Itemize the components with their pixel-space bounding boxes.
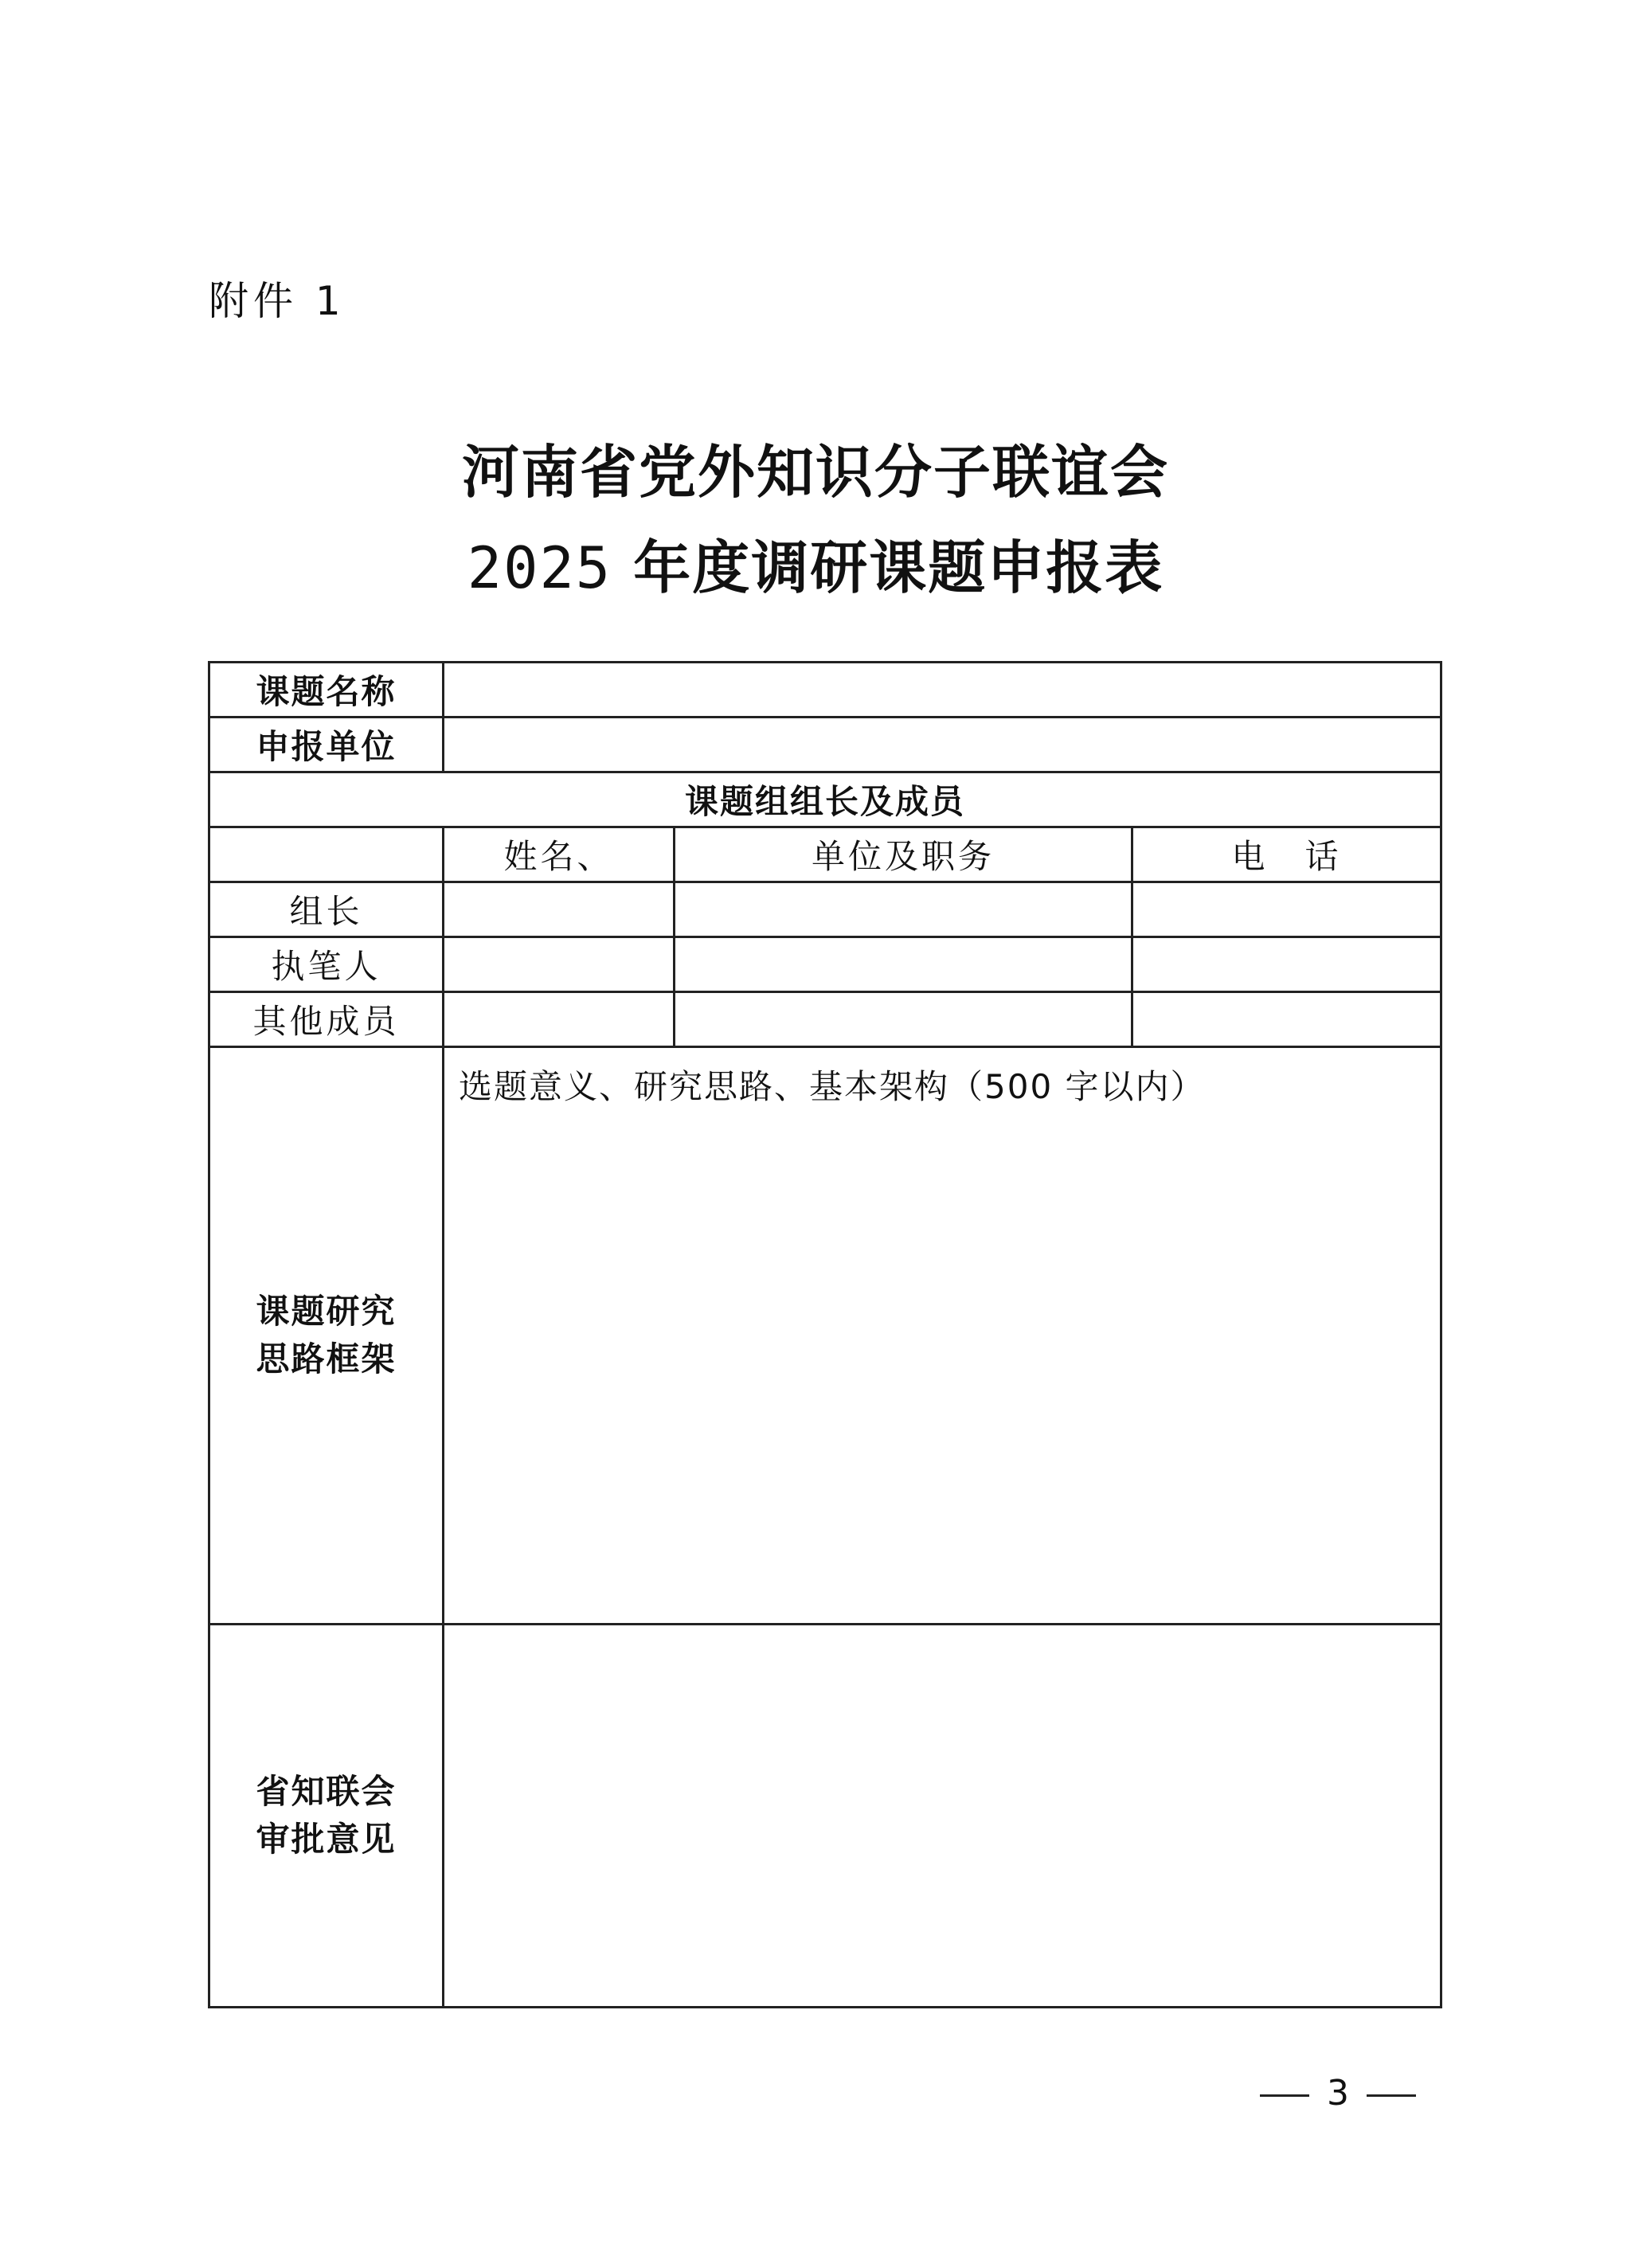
member-row-writer: [209, 937, 1441, 992]
topic-name-row: [209, 663, 1441, 718]
group-section-title: 课题组组长及成员: [209, 772, 1441, 827]
framework-field[interactable]: [444, 1047, 1441, 1625]
member-row-leader: [209, 882, 1441, 937]
approval-label-line1: 省知联会: [256, 1772, 397, 1811]
row-label-writer: 执笔人: [209, 937, 444, 992]
writer-unit-field[interactable]: [675, 937, 1132, 992]
leader-name-field[interactable]: [444, 882, 675, 937]
member-column-header-row: [209, 827, 1441, 882]
applicant-unit-field[interactable]: [444, 718, 1441, 772]
topic-name-label: 课题名称: [209, 663, 444, 718]
document-title-line1: 河南省党外知识分子联谊会: [461, 439, 1169, 506]
framework-label-line1: 课题研究: [256, 1292, 397, 1331]
page-number: [1242, 2073, 1433, 2114]
framework-label-line2: 思路框架: [256, 1339, 397, 1378]
page-dash-left: [1260, 2094, 1309, 2097]
column-header-phone: 电 话: [1132, 827, 1441, 882]
page-dash-right: [1367, 2094, 1416, 2097]
document-title-line2: [0, 522, 1631, 604]
leader-unit-field[interactable]: [675, 882, 1132, 937]
page-number-value: 3: [1327, 2073, 1349, 2114]
topic-name-field[interactable]: [444, 663, 1441, 718]
row-label-leader: 组长: [209, 882, 444, 937]
column-header-name: 姓名、: [444, 827, 675, 882]
approval-field[interactable]: [444, 1625, 1441, 2008]
title-line2-text: 年度调研课题申报表: [612, 534, 1164, 601]
attachment-label: 附件 1: [209, 278, 346, 324]
approval-label-line2: 审批意见: [256, 1820, 397, 1859]
group-section-row: [209, 772, 1441, 827]
header-empty-cell: [209, 827, 444, 882]
row-label-others: 其他成员: [209, 992, 444, 1047]
writer-name-field[interactable]: [444, 937, 675, 992]
approval-row: [209, 1625, 1441, 2008]
framework-row: [209, 1047, 1441, 1625]
application-form-table: [208, 661, 1442, 2008]
others-phone-field[interactable]: [1132, 992, 1441, 1047]
others-name-field[interactable]: [444, 992, 675, 1047]
framework-label: [209, 1047, 444, 1625]
writer-phone-field[interactable]: [1132, 937, 1441, 992]
applicant-unit-label: 申报单位: [209, 718, 444, 772]
approval-label: [209, 1625, 444, 2008]
leader-phone-field[interactable]: [1132, 882, 1441, 937]
framework-hint: 选题意义、研究思路、基本架构（500 字以内）: [459, 1067, 1206, 1106]
title-year: 2025: [467, 534, 612, 601]
member-row-others: [209, 992, 1441, 1047]
column-header-unit-position: 单位及职务: [675, 827, 1132, 882]
others-unit-field[interactable]: [675, 992, 1132, 1047]
applicant-unit-row: [209, 718, 1441, 772]
